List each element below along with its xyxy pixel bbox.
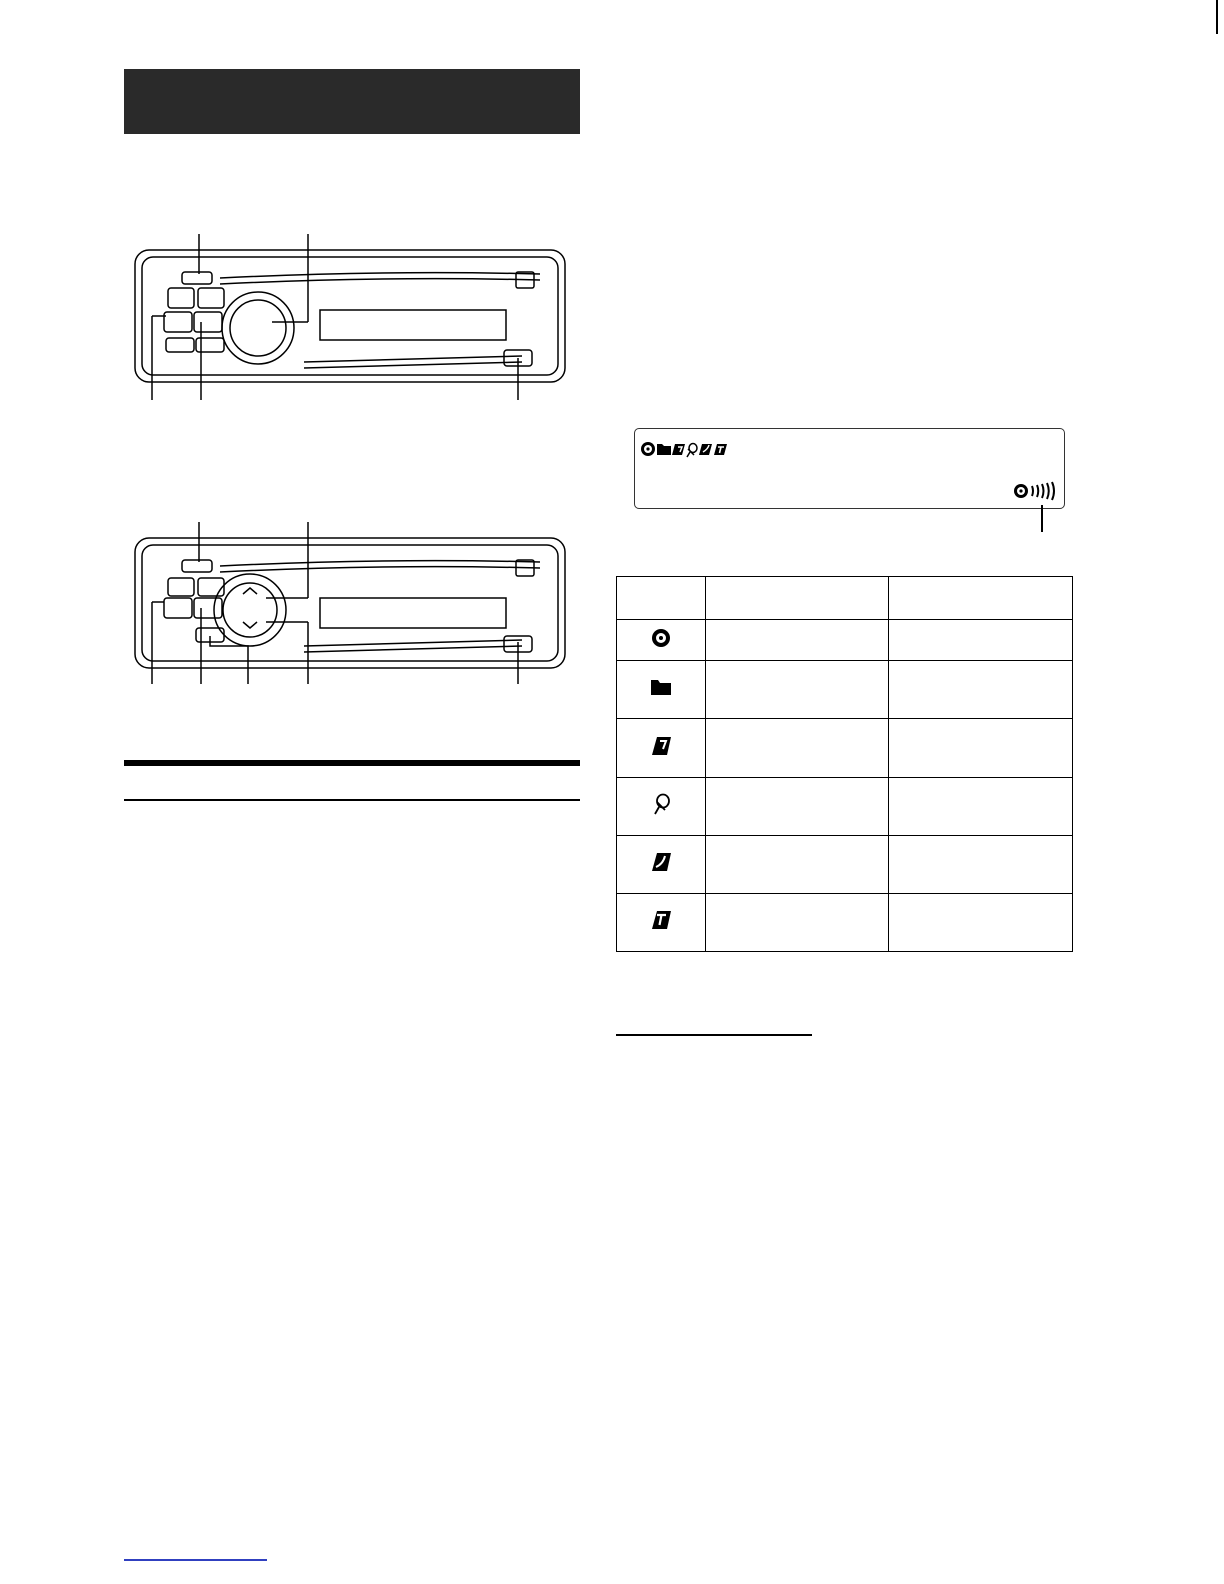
indicator-table [616, 576, 1073, 952]
rotary-knob [230, 300, 286, 356]
source-button [164, 598, 192, 618]
row-cell-a [706, 836, 889, 894]
row-cell-b [889, 661, 1073, 719]
disc-slot [220, 561, 540, 566]
trim-line [304, 640, 522, 646]
row-icon-cell [617, 836, 706, 894]
header-cell-b [889, 577, 1073, 620]
row-cell-a [706, 778, 889, 836]
signal-strength-icon [1012, 479, 1060, 503]
row-cell-b [889, 836, 1073, 894]
album-icon [649, 851, 673, 873]
display-indicator-strip [638, 437, 738, 461]
row-icon-cell [617, 661, 706, 719]
row-cell-a [706, 620, 889, 661]
section-rule-thin [124, 799, 580, 801]
row-icon-cell [617, 778, 706, 836]
updown-ring [214, 574, 286, 646]
disc-slot-lower [220, 279, 540, 284]
top-left-button [182, 560, 212, 572]
section-rule-thick [124, 760, 580, 766]
trim-line [304, 362, 522, 368]
header-cell-a [706, 577, 889, 620]
row-cell-a [706, 719, 889, 778]
footer-link-underline[interactable] [124, 1559, 267, 1561]
faceplate-inner [142, 545, 558, 661]
preset-button [168, 288, 194, 308]
disc-slot [220, 273, 540, 278]
note-heading-underline [616, 1034, 812, 1036]
display-panel [634, 428, 1065, 509]
down-arrow-icon [243, 622, 257, 628]
top-left-button [182, 272, 212, 284]
table-header-row [617, 577, 1073, 620]
song-icon [649, 735, 673, 757]
row-icon-cell [617, 894, 706, 952]
row-icon-cell [617, 719, 706, 778]
header-cell-icon [617, 577, 706, 620]
table-row [617, 894, 1073, 952]
audio-button [194, 312, 222, 332]
folder-icon [649, 677, 673, 697]
table-row [617, 661, 1073, 719]
preset-button [168, 578, 194, 596]
disc-icon [650, 627, 672, 649]
source-button [164, 312, 192, 332]
lower-button [196, 338, 224, 352]
up-arrow-icon [243, 588, 257, 594]
page-header-bar [124, 69, 580, 134]
knob-ring [222, 292, 294, 364]
table-row [617, 778, 1073, 836]
row-cell-b [889, 778, 1073, 836]
artist-icon [649, 792, 673, 816]
trim-line [304, 356, 522, 362]
disc-slot-lower [220, 567, 540, 572]
row-icon-cell [617, 620, 706, 661]
disc-icon [641, 442, 655, 456]
display-callout-line [1041, 505, 1043, 532]
preset-button [198, 288, 224, 308]
callout-line [210, 636, 248, 684]
table-row [617, 620, 1073, 661]
row-cell-b [889, 620, 1073, 661]
head-unit-illustration-knob [124, 230, 574, 405]
artist-icon [687, 444, 697, 458]
row-cell-a [706, 661, 889, 719]
head-unit-illustration-updown [124, 518, 574, 688]
table-row [617, 836, 1073, 894]
table-row [617, 719, 1073, 778]
lower-button [166, 338, 194, 352]
lcd-window [320, 310, 506, 340]
trim-line [304, 646, 522, 652]
top-edge-mark [1216, 0, 1218, 34]
row-cell-b [889, 894, 1073, 952]
preset-button [198, 578, 224, 596]
row-cell-a [706, 894, 889, 952]
audio-button [194, 598, 222, 618]
folder-icon [657, 444, 671, 455]
lcd-window [320, 598, 506, 628]
text-icon [649, 909, 673, 931]
row-cell-b [889, 719, 1073, 778]
song-icon [672, 444, 685, 455]
